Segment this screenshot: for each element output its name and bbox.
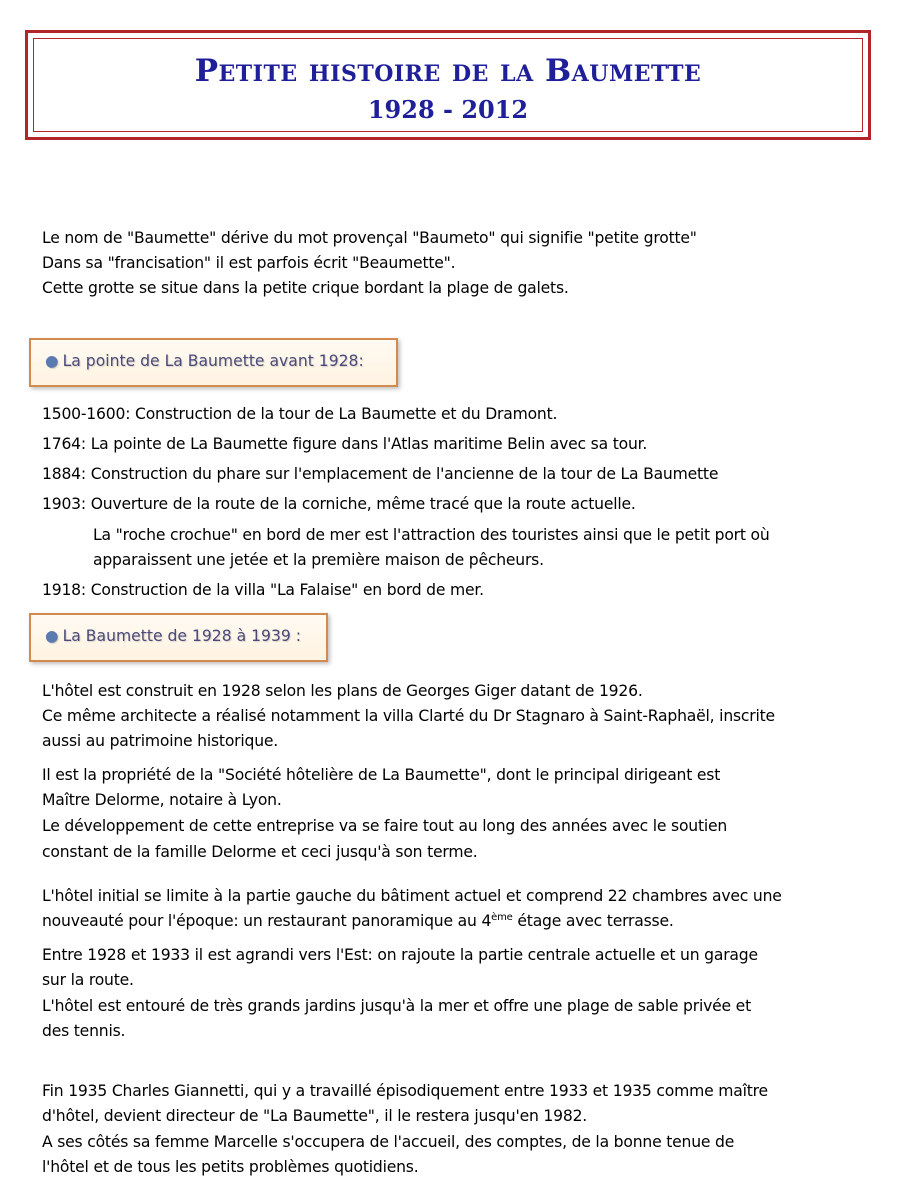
timeline-entry-detail: La "roche crochue" en bord de mer est l'attraction des touristes ainsi que le petit port où [93, 526, 770, 544]
page-title: Petite histoire de la Baumette [194, 53, 702, 89]
paragraph-line: A ses côtés sa femme Marcelle s'occupera de l'accueil, des comptes, de la bonne tenue de [42, 1133, 735, 1151]
paragraph-line: L'hôtel est entouré de très grands jardins jusqu'à la mer et offre une plage de sable privée et [42, 997, 751, 1015]
intro-line: Dans sa "francisation" il est parfois écrit "Beaumette". [42, 254, 456, 272]
section-heading: ● La Baumette de 1928 à 1939 : [45, 627, 302, 645]
timeline-entry: 1884: Construction du phare sur l'emplacement de l'ancienne de la tour de La Baumette [42, 465, 719, 483]
paragraph-line: l'hôtel et de tous les petits problèmes quotidiens. [42, 1158, 419, 1176]
paragraph-line: L'hôtel initial se limite à la partie gauche du bâtiment actuel et comprend 22 chambres avec une [42, 887, 782, 905]
paragraph-line: constant de la famille Delorme et ceci jusqu'à son terme. [42, 843, 478, 861]
paragraph-line: nouveauté pour l'époque: un restaurant panoramique au 4ème étage avec terrasse. [42, 911, 674, 930]
section-heading: ● La pointe de La Baumette avant 1928: [45, 352, 364, 370]
intro-line: Le nom de "Baumette" dérive du mot provençal "Baumeto" qui signifie "petite grotte" [42, 229, 697, 247]
timeline-entry: 1903: Ouverture de la route de la corniche, même tracé que la route actuelle. [42, 495, 636, 513]
timeline-entry-detail: apparaissent une jetée et la première maison de pêcheurs. [93, 551, 544, 569]
paragraph-line: aussi au patrimoine historique. [42, 732, 279, 750]
page-subtitle-years: 1928 - 2012 [367, 95, 529, 124]
paragraph-line: Il est la propriété de la "Société hôtelière de La Baumette", dont le principal dirigeant est [42, 766, 721, 784]
section-heading-box [29, 613, 328, 662]
paragraph-line: Fin 1935 Charles Giannetti, qui y a travaillé épisodiquement entre 1933 et 1935 comme maître [42, 1082, 768, 1100]
timeline-entry: 1764: La pointe de La Baumette figure dans l'Atlas maritime Belin avec sa tour. [42, 435, 648, 453]
timeline-entry: 1500-1600: Construction de la tour de La Baumette et du Dramont. [42, 405, 558, 423]
bullet-icon: ● [45, 352, 59, 370]
paragraph-line: Maître Delorme, notaire à Lyon. [42, 791, 282, 809]
paragraph-line: Entre 1928 et 1933 il est agrandi vers l'Est: on rajoute la partie centrale actuelle et un garage [42, 946, 758, 964]
paragraph-line: sur la route. [42, 971, 134, 989]
paragraph-line: Ce même architecte a réalisé notamment la villa Clarté du Dr Stagnaro à Saint-Raphaël, inscrite [42, 707, 775, 725]
paragraph-line: des tennis. [42, 1022, 126, 1040]
title-box [25, 30, 871, 140]
paragraph-line: d'hôtel, devient directeur de "La Baumette", il le restera jusqu'en 1982. [42, 1107, 588, 1125]
bullet-icon: ● [45, 627, 59, 645]
timeline-entry: 1918: Construction de la villa "La Falaise" en bord de mer. [42, 581, 484, 599]
intro-line: Cette grotte se situe dans la petite crique bordant la plage de galets. [42, 279, 569, 297]
paragraph-line: L'hôtel est construit en 1928 selon les plans de Georges Giger datant de 1926. [42, 682, 643, 700]
section-heading-box [29, 338, 398, 387]
paragraph-line: Le développement de cette entreprise va se faire tout au long des années avec le soutien [42, 817, 728, 835]
